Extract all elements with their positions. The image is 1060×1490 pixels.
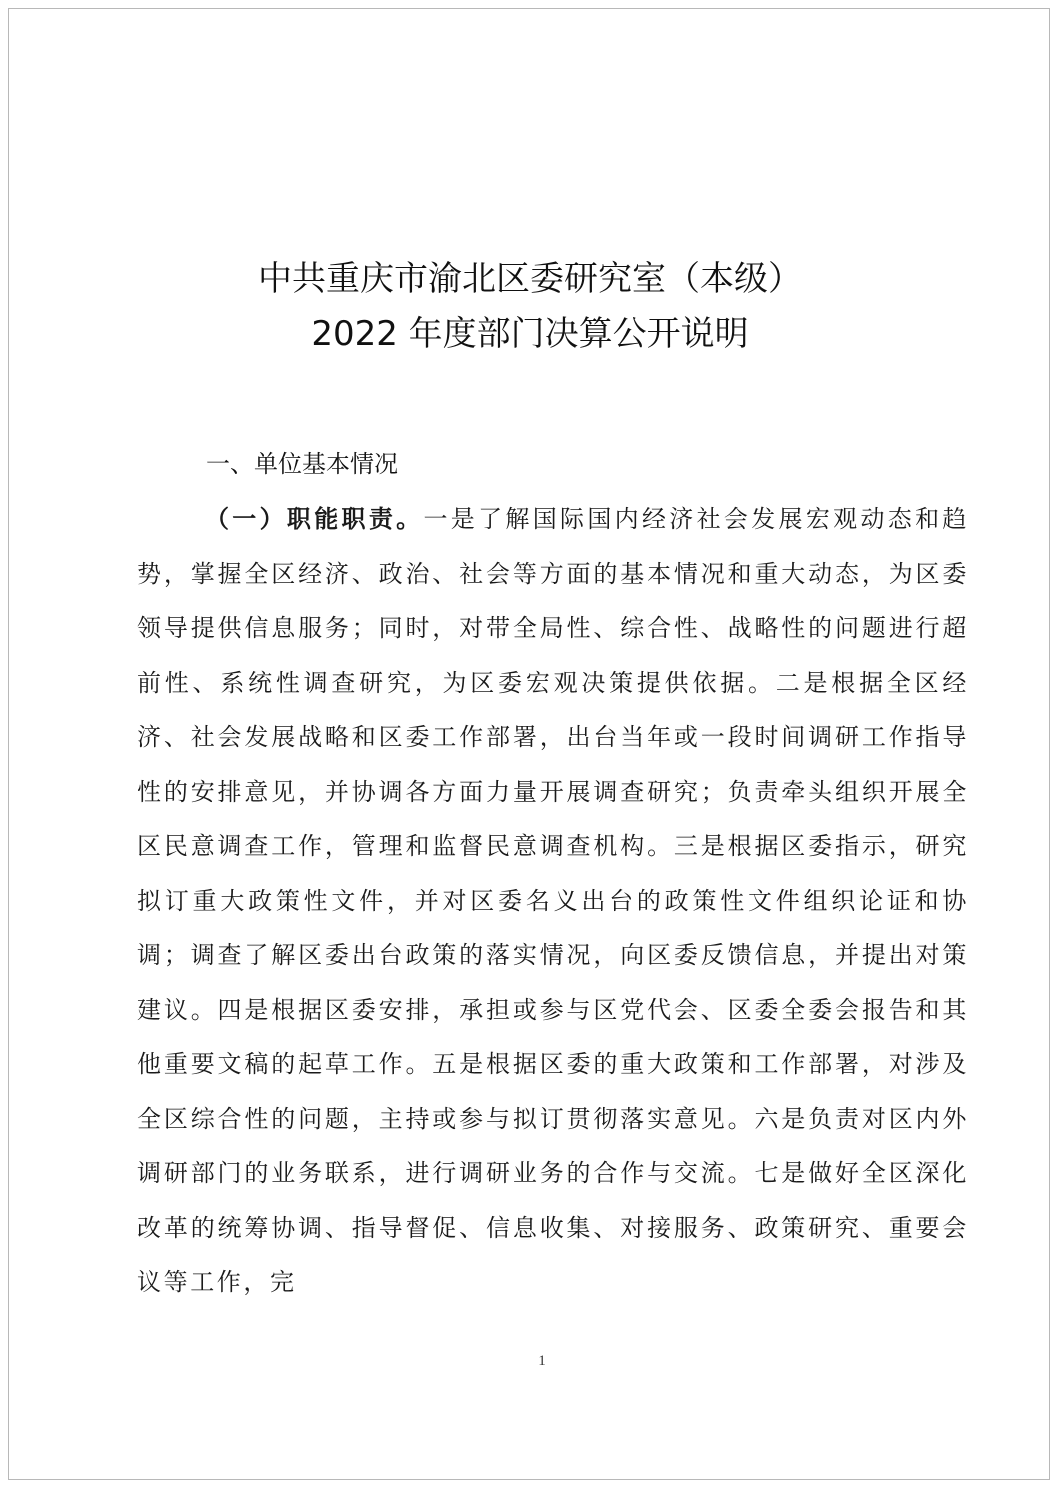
paragraph-text: 一是了解国际国内经济社会发展宏观动态和趋势，掌握全区经济、政治、社会等方面的基本情况和重大动态，为区委领导提供信息服务；同时，对带全局性、综合性、战略性的问题进行超前性、系统性调查研究，为区委宏观决策提供依据。二是根据全区经济、社会发展战略和区委工作部署，出台当年或一段时间调研工作指导性的安排意见，并协调各方面力量开展调查研究；负责牵头组织开展全区民意调查工作，管理和监督民意调查机构。三是根据区委指示，研究拟订重大政策性文件，并对区委名义出台的政策性文件组织论证和协调；调查了解区委出台政策的落实情况，向区委反馈信息，并提出对策建议。四是根据区委安排，承担或参与区党代会、区委全委会报告和其他重要文稿的起草工作。五是根据区委的重大政策和工作部署，对涉及全区综合性的问题，主持或参与拟订贯彻落实意见。六是负责对区内外调研部门的业务联系，进行调研业务的合作与交流。七是做好全区深化改革的统筹协调、指导督促、信息收集、对接服务、政策研究、重要会议等工作，完 xyxy=(137,505,970,1296)
body-paragraph xyxy=(137,492,969,1310)
title-line-1: 中共重庆市渝北区委研究室（本级） xyxy=(258,259,802,299)
document-title xyxy=(0,252,1060,362)
page-number: 1 xyxy=(538,1353,546,1369)
subsection-lead: （一）职能职责。 xyxy=(205,505,424,533)
title-line-2: 2022 年度部门决算公开说明 xyxy=(311,314,749,354)
section-heading: 一、单位基本情况 xyxy=(206,450,398,478)
